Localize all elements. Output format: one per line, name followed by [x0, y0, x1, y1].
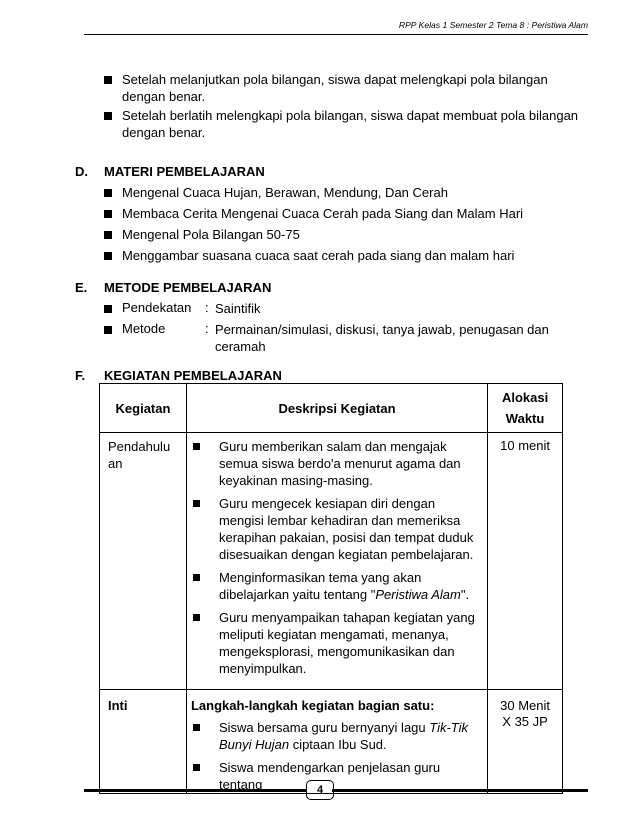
metode-colon: : [205, 321, 209, 336]
list-item [191, 609, 481, 677]
header-kegiatan: Kegiatan [100, 384, 187, 433]
pendahuluan-item-2: Guru mengecek kesiapan diri dengan mengisi lembar kehadiran dan memeriksa kerapihan pakaian, posisi dan tempat duduk disesuaikan dengan kegiatan pembelajaran. [218, 496, 474, 562]
bullet-square [104, 112, 112, 120]
kegiatan-pendahuluan: Pendahuluan [108, 439, 171, 471]
section-d-letter: D. [75, 164, 88, 179]
section-e-letter: E. [75, 280, 88, 295]
header-alokasi-2: Waktu [505, 411, 545, 426]
page-number: 4 [306, 780, 334, 800]
pendekatan-label: Pendekatan [122, 300, 192, 315]
running-header: RPP Kelas 1 Semester 2 Tema 8 : Peristiwa Alam [398, 20, 588, 30]
cell-deskripsi-pendahuluan [186, 433, 487, 690]
waktu-inti-2: X 35 JP [502, 714, 548, 729]
table-row [100, 433, 563, 690]
cell-deskripsi-inti [186, 690, 487, 794]
bullet-square [193, 500, 200, 507]
intro-bullet-2-line2: dengan benar. [122, 125, 206, 140]
footer-divider-left [84, 789, 306, 792]
pendahuluan-item-4: Guru menyampaikan tahapan kegiatan yang meliputi kegiatan mengamati, menanya, mengeksplorasi, mengomunikasikan dan menyimpulkan. [218, 610, 475, 676]
list-item [191, 569, 481, 603]
bullet-square [193, 443, 200, 450]
cell-waktu-inti [488, 690, 563, 794]
section-f-letter: F. [75, 368, 86, 383]
pendekatan-colon: : [205, 300, 209, 315]
intro-bullet-1-line1: Setelah melanjutkan pola bilangan, siswa dapat melengkapi pola bilangan [122, 72, 548, 87]
bullet-square [193, 724, 200, 731]
section-e-title: METODE PEMBELAJARAN [104, 280, 272, 295]
list-item [191, 719, 481, 753]
section-f-title: KEGIATAN PEMBELAJARAN [104, 368, 282, 383]
kegiatan-inti: Inti [108, 698, 128, 713]
intro-bullet-1-line2: dengan benar. [122, 89, 206, 104]
pendahuluan-item-3-em: Peristiwa Alam [375, 587, 461, 602]
table-row [100, 690, 563, 794]
inti-item-1-em: Tik-Tik Bunyi Hujan [218, 720, 469, 752]
inti-item-2: Siswa mendengarkan penjelasan guru tentang [218, 760, 441, 792]
bullet-square [193, 574, 200, 581]
pendekatan-value: Saintifik [215, 301, 261, 316]
bullet-square [104, 252, 112, 260]
header-alokasi [488, 384, 563, 433]
intro-bullet-2-line1: Setelah berlatih melengkapi pola bilangan, siswa dapat membuat pola bilangan [122, 108, 579, 123]
inti-item-1-pre: Siswa bersama guru bernyanyi lagu [218, 720, 430, 735]
header-divider [84, 34, 588, 35]
bullet-square [104, 76, 112, 84]
materi-item-3: Mengenal Pola Bilangan 50-75 [122, 227, 300, 242]
metode-value: Permainan/simulasi, diskusi, tanya jawab, penugasan dan ceramah [215, 322, 549, 354]
bullet-square [104, 210, 112, 218]
materi-item-2: Membaca Cerita Mengenai Cuaca Cerah pada Siang dan Malam Hari [122, 206, 524, 221]
table-header-row [100, 384, 563, 433]
bullet-square [104, 305, 112, 313]
bullet-square [104, 189, 112, 197]
inti-heading: Langkah-langkah kegiatan bagian satu: [190, 698, 435, 713]
cell-kegiatan-pendahuluan [100, 433, 187, 690]
bullet-square [193, 764, 200, 771]
waktu-inti-1: 30 Menit [500, 698, 550, 713]
pendahuluan-item-3-post: ". [460, 587, 470, 602]
header-alokasi-1: Alokasi [501, 390, 549, 405]
footer-divider-right [332, 789, 588, 792]
intro-bullet-1 [122, 71, 548, 105]
intro-bullet-2 [122, 107, 578, 141]
inti-item-1-post: ciptaan Ibu Sud. [289, 737, 387, 752]
materi-item-4: Menggambar suasana cuaca saat cerah pada siang dan malam hari [122, 248, 515, 263]
pendahuluan-item-3-pre: Menginformasikan tema yang akan dibelajarkan yaitu tentang " [218, 570, 422, 602]
metode-label: Metode [122, 321, 166, 336]
waktu-pendahuluan: 10 menit [500, 438, 550, 453]
bullet-square [104, 231, 112, 239]
section-d-title: MATERI PEMBELAJARAN [104, 164, 265, 179]
bullet-square [104, 326, 112, 334]
list-item [191, 759, 481, 793]
header-deskripsi: Deskripsi Kegiatan [186, 384, 487, 433]
kegiatan-table [99, 383, 563, 794]
materi-item-1: Mengenal Cuaca Hujan, Berawan, Mendung, Dan Cerah [122, 185, 448, 200]
pendahuluan-item-1: Guru memberikan salam dan mengajak semua siswa berdo'a menurut agama dan keyakinan masing-masing. [218, 439, 461, 488]
list-item [191, 495, 481, 563]
bullet-square [193, 614, 200, 621]
cell-waktu-pendahuluan [488, 433, 563, 690]
list-item [191, 438, 481, 489]
cell-kegiatan-inti [100, 690, 187, 794]
